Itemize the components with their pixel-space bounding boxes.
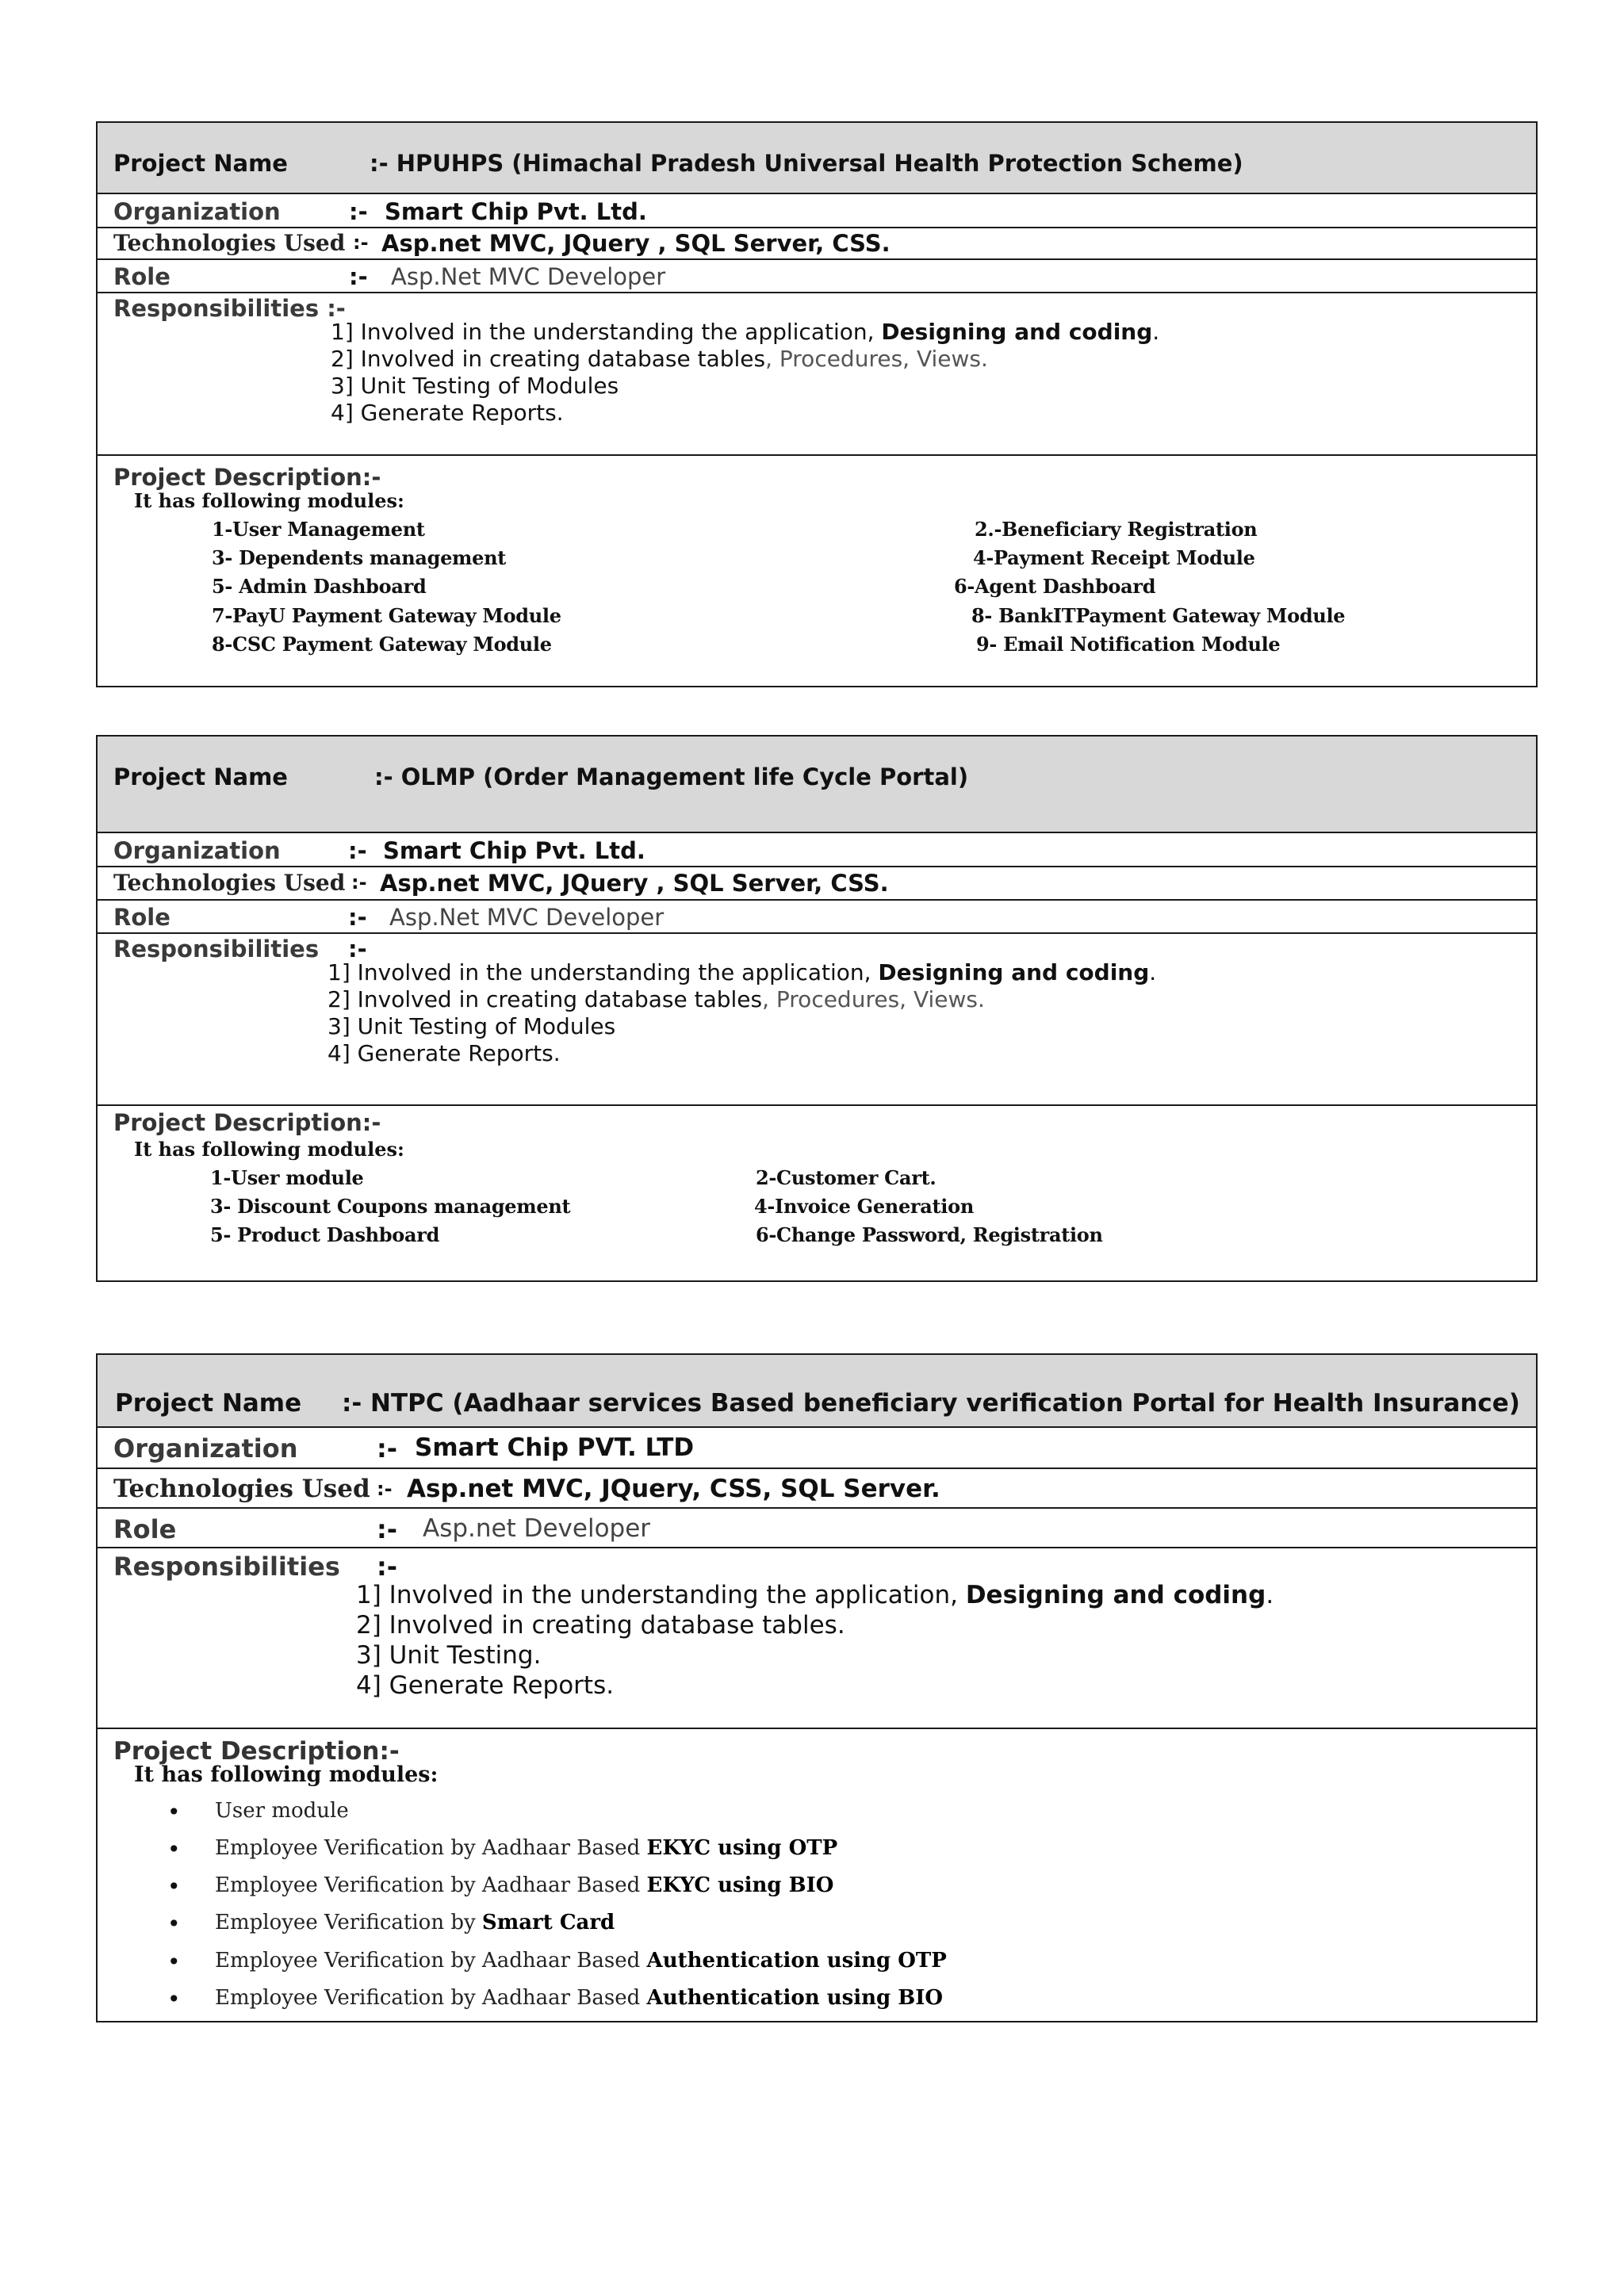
project-name-label: Project Name [113,150,288,177]
project-header [98,1355,1536,1428]
bullet-icon: • [167,1799,181,1825]
role-value: Asp.Net MVC Developer [389,904,665,931]
project-description-label: Project Description:- [113,464,381,491]
project-name-value: :- OLMP (Order Management life Cycle Portal) [374,763,969,790]
module-item: 2-Customer Cart. [756,1166,936,1189]
project-description-row: Project Description:- It has following modules: • User module • Employee Verification by Aadhaar Based EKYC using OTP • Employee Verification by Aadhaar Based EKYC using BIO • Employee Verification by Smart Card • Employee Verification by Aadhaar Based Authentication using OTP • Employee Verification by Aadhaar Based Authentication using BIO [113,1737,947,2012]
module-item: 8-CSC Payment Gateway Module [212,633,552,656]
bullet-icon: • [167,1873,181,1900]
project-name-label: Project Name [115,1389,302,1418]
organization-label: Organization [113,1433,298,1464]
role-row [98,260,1536,293]
role-label: Role [113,904,170,931]
module-item: 1-User Management [212,518,425,541]
separator: :- [351,871,367,894]
responsibilities-label: Responsibilities :- [113,295,346,322]
module-item: 8- BankITPayment Gateway Module [971,604,1346,627]
responsibilities-list [331,319,1159,427]
role-row [98,901,1536,934]
responsibility-item: 2] Involved in creating database tables, Procedures, Views. [331,346,988,372]
role-value: Asp.net Developer [423,1514,651,1543]
responsibilities-label: Responsibilities [113,1552,340,1582]
separator: :- [377,1478,393,1500]
module-item: 9- Email Notification Module [976,633,1281,656]
project-name-value: :- HPUHPS (Himachal Pradesh Universal Health Protection Scheme) [370,150,1243,177]
technologies-value: Asp.net MVC, JQuery , SQL Server, CSS. [380,870,889,897]
responsibility-item: 4] Generate Reports. [356,1671,615,1700]
separator: :- [348,936,367,962]
role-label: Role [113,1514,177,1544]
project-description-label: Project Description:- [113,1737,400,1766]
project-description-row [98,456,1536,687]
organization-value: Smart Chip PVT. LTD [415,1433,695,1462]
responsibility-item: 4] Generate Reports. [327,1040,561,1066]
organization-row [98,194,1536,228]
module-item: 2.-Beneficiary Registration [975,518,1258,541]
responsibility-item: 2] Involved in creating database tables. [356,1611,845,1640]
separator: :- [349,263,368,290]
technologies-row [98,228,1536,260]
separator: :- [349,198,368,225]
project-name-value: :- NTPC (Aadhaar services Based beneficiary verification Portal for Health Insurance) [342,1389,1520,1418]
module-item: 3- Dependents management [212,546,507,569]
module-item: 7-PayU Payment Gateway Module [212,604,561,627]
project-header [98,737,1536,833]
project-name-label: Project Name [113,763,288,790]
separator: :- [377,1433,398,1464]
responsibility-item: 3] Unit Testing of Modules [327,1013,616,1039]
responsibility-item: 1] Involved in the understanding the application, Designing and coding. [356,1581,1274,1609]
project-description-label: Project Description:- [113,1109,381,1136]
responsibilities-row [98,1548,1536,1729]
separator: :- [353,232,369,254]
bullet-icon: • [167,1836,181,1862]
modules-intro: It has following modules: [134,1138,404,1161]
project-block-hpuhps [96,121,1538,687]
responsibility-item: 4] Generate Reports. [331,400,564,426]
project-header [98,123,1536,194]
organization-label: Organization [113,198,281,225]
bullet-icon: • [167,1986,181,2012]
module-item: 5- Product Dashboard [210,1223,440,1246]
module-item: 6-Agent Dashboard [954,575,1156,598]
responsibilities-label: Responsibilities [113,936,320,962]
module-item: 6-Change Password, Registration [756,1223,1103,1246]
module-item: 4-Payment Receipt Module [973,546,1255,569]
responsibility-item: 3] Unit Testing of Modules [331,373,619,399]
organization-value: Smart Chip Pvt. Ltd. [385,198,647,225]
technologies-row [98,1469,1536,1509]
separator: :- [348,837,367,864]
project-block-olmp [96,735,1538,1282]
module-item: 1-User module [210,1166,364,1189]
responsibility-item: 1] Involved in the understanding the application, Designing and coding. [331,319,1160,345]
technologies-value: Asp.net MVC, JQuery, CSS, SQL Server. [407,1475,940,1503]
separator: :- [377,1514,398,1544]
project-block-ntpc [96,1353,1538,2022]
project-description-row [98,1106,1536,1282]
technologies-label: Technologies Used [113,1475,370,1503]
bullet-icon: • [167,1949,181,1975]
organization-row [98,1428,1536,1469]
responsibilities-list [327,959,1156,1067]
role-row [98,1509,1536,1548]
technologies-value: Asp.net MVC, JQuery , SQL Server, CSS. [381,230,891,257]
module-item: 3- Discount Coupons management [210,1195,571,1218]
technologies-label: Technologies Used [113,230,346,256]
responsibility-item: 3] Unit Testing. [356,1641,542,1670]
module-item: 4-Invoice Generation [754,1195,974,1218]
role-value: Asp.Net MVC Developer [391,263,666,290]
separator: :- [348,904,367,931]
responsibility-item: 1] Involved in the understanding the application, Designing and coding. [327,959,1157,985]
organization-value: Smart Chip Pvt. Ltd. [383,837,645,864]
role-label: Role [113,263,170,290]
modules-intro: It has following modules: [134,1762,439,1787]
responsibilities-list [356,1580,1274,1701]
module-item: 5- Admin Dashboard [212,575,427,598]
responsibilities-row [98,293,1536,456]
responsibilities-row [98,934,1536,1106]
modules-intro: It has following modules: [134,489,404,512]
responsibility-item: 2] Involved in creating database tables, Procedures, Views. [327,986,985,1012]
bullet-icon: • [167,1911,181,1937]
organization-row [98,833,1536,867]
separator: :- [377,1552,398,1582]
technologies-row [98,867,1536,901]
organization-label: Organization [113,837,281,864]
technologies-label: Technologies Used [113,870,346,896]
